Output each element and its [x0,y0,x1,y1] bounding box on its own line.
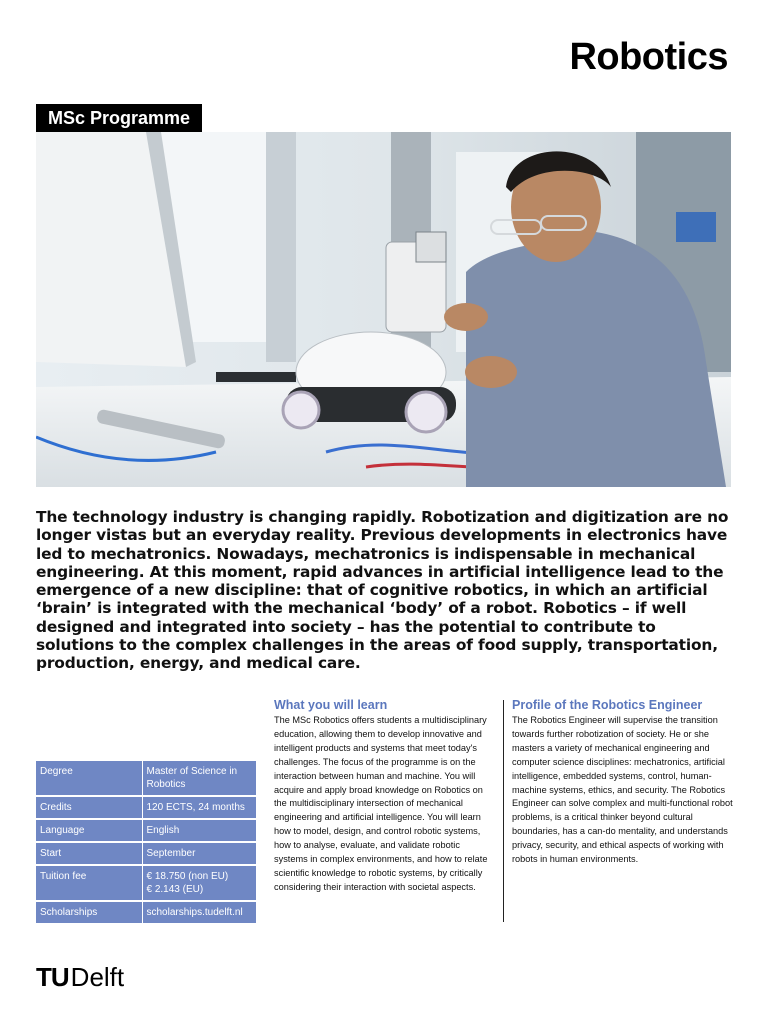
table-key: Degree [36,761,142,796]
logo-tu: TU [36,962,69,992]
table-row [36,901,256,924]
table-value: Master of Science in Robotics [142,761,256,796]
table-value: 120 ECTS, 24 months [142,796,256,819]
programme-badge: MSc Programme [36,104,202,132]
table-key: Credits [36,796,142,819]
table-key: Language [36,819,142,842]
hero-photo [36,132,731,487]
table-value: € 18.750 (non EU) € 2.143 (EU) [142,865,256,901]
profile-section [512,698,736,867]
profile-heading: Profile of the Robotics Engineer [512,698,703,712]
table-key: Tuition fee [36,865,142,901]
table-key: Start [36,842,142,865]
scholarships-link[interactable]: scholarships.tudelft.nl [142,901,256,924]
page-title: Robotics [569,36,728,78]
table-value: English [142,819,256,842]
learn-body: The MSc Robotics offers students a multidisciplinary education, allowing them to develop innovative and intelligent products and systems that meet today's challenges. The focus of the programme is on the interaction between human and machine. You will acquire and apply broad knowledge on Robotics on the multidisciplinary intersection of mechanical engineering and artificial intelligence. You will learn how to model, design, and control robotic systems, how to analyse, evaluate, and validate robotic systems in complex environments, and how to relate scientific knowledge to robotic systems, by critically considering their interaction with societal aspects. [274,715,488,892]
column-divider [503,700,504,922]
learn-heading: What you will learn [274,698,388,712]
programme-info-table [36,761,256,925]
intro-paragraph: The technology industry is changing rapidly. Robotization and digitization are no longer vistas but an everyday reality. Previous developments in electronics have led to mechatronics. Nowadays, mechatronics is indispensable in mechanical engineering. At this moment, rapid advances in artificial intelligence lead to the emergence of a new discipline: that of cognitive robotics, in which an artificial ‘brain’ is integrated with the mechanical ‘body’ of a robot. Robotics – if well designed and integrated into society – has the potential to contribute to solutions to the complex challenges in the areas of food supply, transportation, production, energy, and medical care. [36,508,729,673]
profile-body: The Robotics Engineer will supervise the transition towards further robotization of society. He or she masters a variety of mechanical engineering and computer science disciplines: mechatronics, artificial intelligence, embedded systems, control, human-machine systems, ethics, and security. The Robotics Engineer can solve complex and multi-functional robot problems, is a critical thinker beyond cultural boundaries, has a can-do mentality, and understands privacy, security, and ethical aspects of working with robots in human environments. [512,715,733,865]
learn-section [274,698,496,895]
table-row [36,819,256,842]
table-value: September [142,842,256,865]
table-row [36,796,256,819]
table-row [36,761,256,796]
tudelft-logo [36,950,124,990]
table-row [36,865,256,901]
table-row [36,842,256,865]
logo-delft: Delft [70,962,125,992]
table-key: Scholarships [36,901,142,924]
